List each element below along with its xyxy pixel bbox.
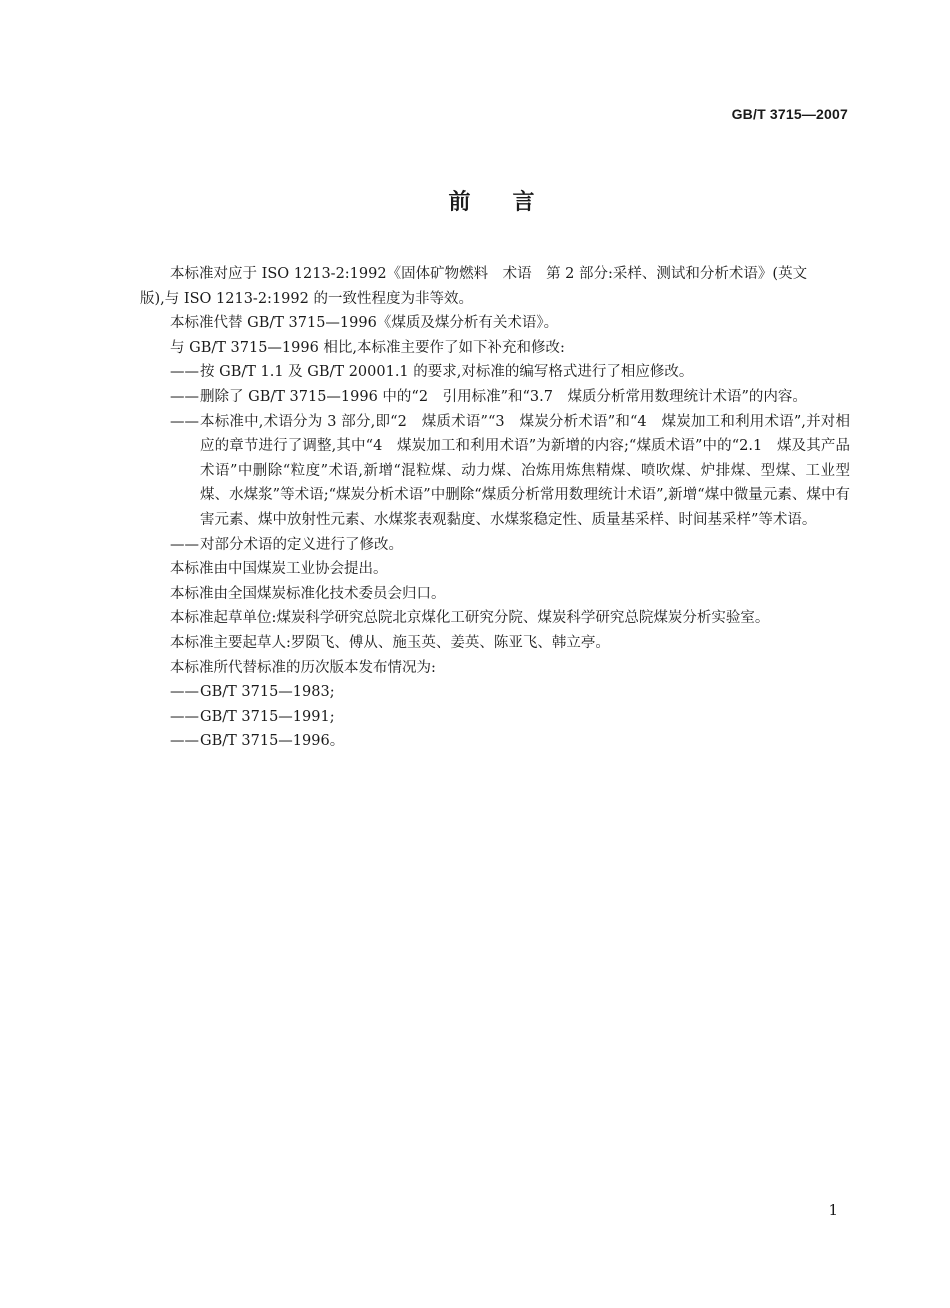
paragraph-proposed-by: 本标准由中国煤炭工业协会提出。: [170, 561, 388, 578]
change-item-text: 删除了 GB/T 3715—1996 中的“2 引用标准”和“3.7 煤质分析常用数理统计术语”的内容。: [200, 388, 807, 405]
paragraph-version-history: 本标准所代替标准的历次版本发布情况为:: [170, 659, 436, 676]
foreword-body: [140, 262, 850, 754]
change-item-text: 按 GB/T 1.1 及 GB/T 20001.1 的要求,对标准的编写格式进行了相应修改。: [200, 364, 694, 381]
paragraph-centralized-by: 本标准由全国煤炭标准化技术委员会归口。: [170, 585, 446, 602]
change-item-text: 对部分术语的定义进行了修改。: [200, 536, 403, 553]
paragraph-drafters: 本标准主要起草人:罗陨飞、傅从、施玉英、姜英、陈亚飞、韩立亭。: [170, 634, 610, 651]
dash-mark: ——: [170, 684, 199, 701]
dash-mark: ——: [170, 733, 199, 750]
paragraph-correspondence-line2: 版),与 ISO 1213-2:1992 的一致性程度为非等效。: [140, 290, 473, 307]
change-item: [170, 385, 850, 410]
dash-mark: ——: [170, 708, 199, 725]
change-item: [170, 410, 850, 533]
dash-mark: ——: [170, 413, 199, 430]
version-item: [170, 705, 850, 730]
page-title: [0, 185, 950, 216]
version-text: GB/T 3715—1991;: [200, 708, 335, 725]
change-item-text: 本标准中,术语分为 3 部分,即“2 煤质术语”“3 煤炭分析术语”和“4 煤炭加工和利用术语”,并对相应的章节进行了调整,其中“4 煤炭加工和利用术语”为新增的内容;“煤质术语”中的“2.1 煤及其产品术语”中删除“粒度”术语,新增“混粒煤、动力煤、冶炼用炼焦精煤、喷吹煤、炉排煤、型煤、工业型煤、水煤浆”等术语;“煤炭分析术语”中删除“煤质分析常用数理统计术语”,新增“煤中微量元素、煤中有害元素、煤中放射性元素、水煤浆表观黏度、水煤浆稳定性、质量基采样、时间基采样”等术语。: [200, 413, 850, 528]
dash-mark: ——: [170, 388, 199, 405]
version-item: [170, 680, 850, 705]
standard-code: GB/T 3715—2007: [731, 106, 848, 122]
title-char-1: 前: [448, 190, 473, 215]
version-text: GB/T 3715—1996。: [200, 733, 345, 750]
version-text: GB/T 3715—1983;: [200, 684, 335, 701]
paragraph-changes-intro: 与 GB/T 3715—1996 相比,本标准主要作了如下补充和修改:: [170, 339, 565, 356]
change-item: [170, 360, 850, 385]
version-item: [170, 729, 850, 754]
paragraph-drafting-units: 本标准起草单位:煤炭科学研究总院北京煤化工研究分院、煤炭科学研究总院煤炭分析实验室。: [170, 610, 770, 627]
paragraph-correspondence-line1: 本标准对应于 ISO 1213-2:1992《固体矿物燃料 术语 第 2 部分:采样、测试和分析术语》(英文: [170, 266, 808, 282]
dash-mark: ——: [170, 364, 199, 381]
paragraph-replaces: 本标准代替 GB/T 3715—1996《煤质及煤分析有关术语》。: [170, 315, 559, 332]
page-number: 1: [828, 1201, 838, 1219]
change-item: [170, 533, 850, 558]
dash-mark: ——: [170, 536, 199, 553]
title-char-2: 言: [512, 190, 537, 215]
